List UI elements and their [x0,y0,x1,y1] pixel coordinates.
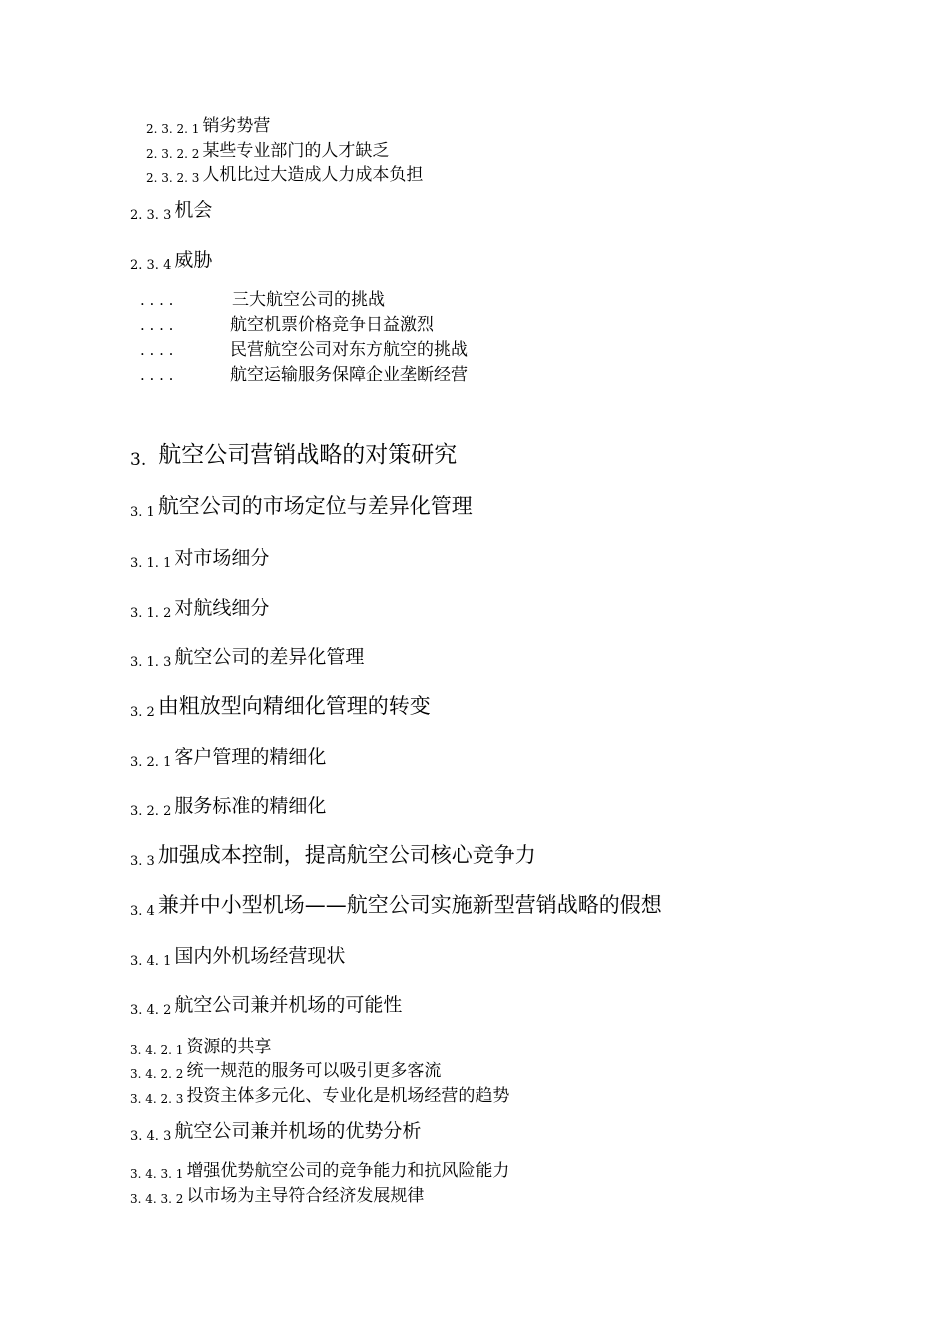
section-number: 3. 4. 3. 1 [130,1167,184,1181]
section-title: 航空公司的差异化管理 [174,646,365,668]
section-title: 兼并中小型机场——航空公司实施新型营销战略的假想 [157,893,662,917]
section-number: 2. 3. 2. 2 [146,147,200,161]
toc-entry [146,167,423,184]
section-title: 机会 [174,199,213,221]
toc-entry [130,893,662,919]
toc-entry [130,442,458,470]
leader-dots: . . . . [140,316,174,334]
section-title: 服务标准的精细化 [174,795,327,817]
section-number: 3. [130,450,147,470]
section-number: 3. 1. 2 [130,606,172,621]
toc-entry [140,292,385,309]
section-number: 3. 1. 1 [130,556,172,571]
toc-entry [140,342,468,359]
section-title: 人机比过大造成人力成本负担 [202,165,424,185]
toc-entry [130,494,473,520]
toc-entry [130,1188,424,1205]
section-number: 3. 1. 3 [130,655,172,670]
toc-entry [130,547,270,571]
leader-dots: . . . . [140,341,174,359]
section-number: 2. 3. 2. 1 [146,122,200,136]
section-title: 资源的共享 [186,1037,272,1057]
toc-entry [130,945,346,969]
section-title: 客户管理的精细化 [174,746,327,768]
section-title: 加强成本控制，提高航空公司核心竞争力 [157,843,536,867]
toc-entry [130,646,365,670]
section-number: 3. 4 [130,904,155,919]
toc-entry [130,1120,422,1144]
section-title: 民营航空公司对东方航空的挑战 [230,340,468,360]
section-number: 3. 4. 3 [130,1129,172,1144]
section-number: 3. 4. 1 [130,954,172,969]
section-number: 3. 4. 2. 2 [130,1067,184,1081]
section-title: 由粗放型向精细化管理的转变 [157,694,431,718]
toc-entry [146,143,389,160]
leader-dots: . . . . [140,291,174,309]
section-title: 航空公司的市场定位与差异化管理 [157,494,473,518]
section-title: 航空运输服务保障企业垄断经营 [230,365,468,385]
toc-entry [130,1039,271,1056]
section-title: 航空公司营销战略的对策研究 [158,442,458,468]
section-number: 3. 4. 3. 2 [130,1192,184,1206]
toc-entry [130,597,270,621]
section-number: 3. 4. 2. 3 [130,1092,184,1106]
section-number: 3. 4. 2 [130,1003,172,1018]
section-number: 2. 3. 2. 3 [146,171,200,185]
toc-entry [130,1163,509,1180]
toc-entry [130,843,536,869]
section-title: 航空公司兼并机场的优势分析 [174,1120,422,1142]
section-title: 威胁 [174,249,213,271]
toc-entry [130,249,213,273]
section-title: 航空公司兼并机场的可能性 [174,994,403,1016]
section-number: 3. 2 [130,705,155,720]
section-number: 2. 3. 4 [130,258,172,273]
toc-entry [130,199,213,223]
section-title: 航空机票价格竞争日益激烈 [230,315,434,335]
toc-entry [140,367,468,384]
section-title: 某些专业部门的人才缺乏 [202,141,390,161]
section-title: 投资主体多元化、专业化是机场经营的趋势 [186,1086,510,1106]
toc-entry [130,1088,509,1105]
section-number: 3. 2. 2 [130,804,172,819]
section-title: 国内外机场经营现状 [174,945,346,967]
toc-entry [130,1063,441,1080]
section-title: 以市场为主导符合经济发展规律 [186,1186,425,1206]
leader-dots: . . . . [140,366,174,384]
section-number: 3. 3 [130,854,155,869]
section-title: 对市场细分 [174,547,270,569]
section-title: 对航线细分 [174,597,270,619]
section-number: 3. 2. 1 [130,755,172,770]
toc-entry [130,694,431,720]
toc-entry [130,795,327,819]
toc-entry [130,994,403,1018]
section-number: 3. 4. 2. 1 [130,1043,184,1057]
section-number: 2. 3. 3 [130,208,172,223]
section-number: 3. 1 [130,505,155,520]
section-title: 三大航空公司的挑战 [232,290,385,310]
toc-entry [130,746,327,770]
section-title: 销劣势营 [202,116,271,136]
toc-entry [146,118,270,135]
section-title: 增强优势航空公司的竞争能力和抗风险能力 [186,1161,510,1181]
toc-entry [140,317,434,334]
section-title: 统一规范的服务可以吸引更多客流 [186,1061,442,1081]
